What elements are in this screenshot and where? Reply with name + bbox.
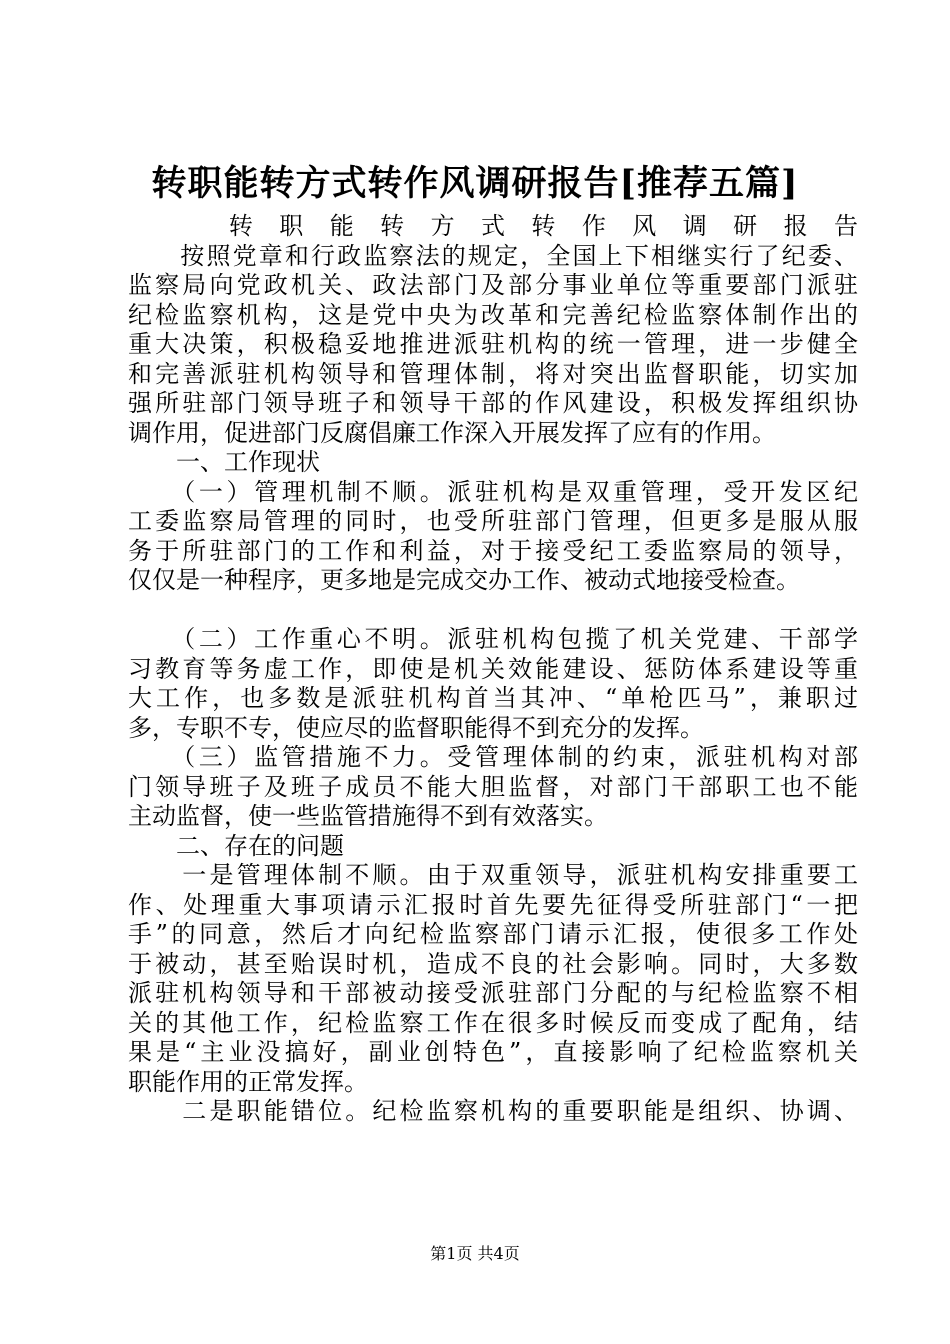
body-line: 门领导班子及班子成员不能大胆监督，对部门干部职工也不能 bbox=[128, 772, 858, 801]
body-line: 纪检监察机构，这是党中央为改革和完善纪检监察体制作出的 bbox=[128, 300, 858, 329]
body-line: 重大决策，积极稳妥地推进派驻机构的统一管理，进一步健全 bbox=[128, 330, 858, 358]
body-line: 于被动，甚至贻误时机，造成不良的社会影响。同时，大多数 bbox=[128, 949, 858, 978]
body-line: 调作用，促进部门反腐倡廉工作深入开展发挥了应有的作用。 bbox=[128, 418, 776, 447]
body-line: 转职能转方式转作风调研报告 bbox=[128, 212, 858, 240]
body-line: 强所驻部门领导班子和领导干部的作风建设，积极发挥组织协 bbox=[128, 389, 858, 417]
page-footer: 第1页 共4页 bbox=[430, 1244, 520, 1263]
body-line: 按照党章和行政监察法的规定，全国上下相继实行了纪委、 bbox=[128, 241, 858, 270]
body-line: 派驻机构领导和干部被动接受派驻部门分配的与纪检监察不相 bbox=[128, 979, 858, 1007]
body-line: 和完善派驻机构领导和管理体制，将对突出监督职能，切实加 bbox=[128, 359, 858, 388]
body-line: 作、处理重大事项请示汇报时首先要先征得受所驻部门“一把 bbox=[128, 890, 858, 919]
section-heading: 二、存在的问题 bbox=[128, 831, 344, 860]
body-line: 一是管理体制不顺。由于双重领导，派驻机构安排重要工 bbox=[128, 861, 858, 889]
body-line: 二是职能错位。纪检监察机构的重要职能是组织、协调、 bbox=[128, 1097, 858, 1125]
blank-line bbox=[128, 596, 858, 626]
section-heading: 一、工作现状 bbox=[128, 448, 320, 476]
document-title: 转职能转方式转作风调研报告[推荐五篇] bbox=[151, 163, 799, 204]
body-line: 工委监察局管理的同时，也受所驻部门管理，但更多是服从服 bbox=[128, 507, 858, 535]
body-line: 主动监督，使一些监管措施得不到有效落实。 bbox=[128, 802, 608, 830]
body-line: 多，专职不专，使应尽的监督职能得不到充分的发挥。 bbox=[128, 713, 704, 742]
body-line: 大工作，也多数是派驻机构首当其冲、“单枪匹马”，兼职过 bbox=[128, 684, 858, 712]
body-line: （二）工作重心不明。派驻机构包揽了机关党建、干部学 bbox=[128, 625, 858, 653]
body-line: 习教育等务虚工作，即使是机关效能建设、惩防体系建设等重 bbox=[128, 654, 858, 683]
body-line: （三）监管措施不力。受管理体制的约束，派驻机构对部 bbox=[128, 743, 858, 771]
body-line: 手”的同意，然后才向纪检监察部门请示汇报，使很多工作处 bbox=[128, 920, 858, 948]
body-line: 职能作用的正常发挥。 bbox=[128, 1067, 368, 1096]
body-line: 监察局向党政机关、政法部门及部分事业单位等重要部门派驻 bbox=[128, 271, 858, 299]
body-line: （一）管理机制不顺。派驻机构是双重管理，受开发区纪 bbox=[128, 477, 858, 506]
body-line: 果是“主业没搞好，副业创特色”，直接影响了纪检监察机关 bbox=[128, 1038, 858, 1066]
body-line: 关的其他工作，纪检监察工作在很多时候反而变成了配角，结 bbox=[128, 1008, 858, 1037]
body-line: 仅仅是一种程序，更多地是完成交办工作、被动式地接受检查。 bbox=[128, 566, 800, 594]
body-line: 务于所驻部门的工作和利益，对于接受纪工委监察局的领导， bbox=[128, 536, 858, 565]
document-body bbox=[128, 212, 858, 1127]
